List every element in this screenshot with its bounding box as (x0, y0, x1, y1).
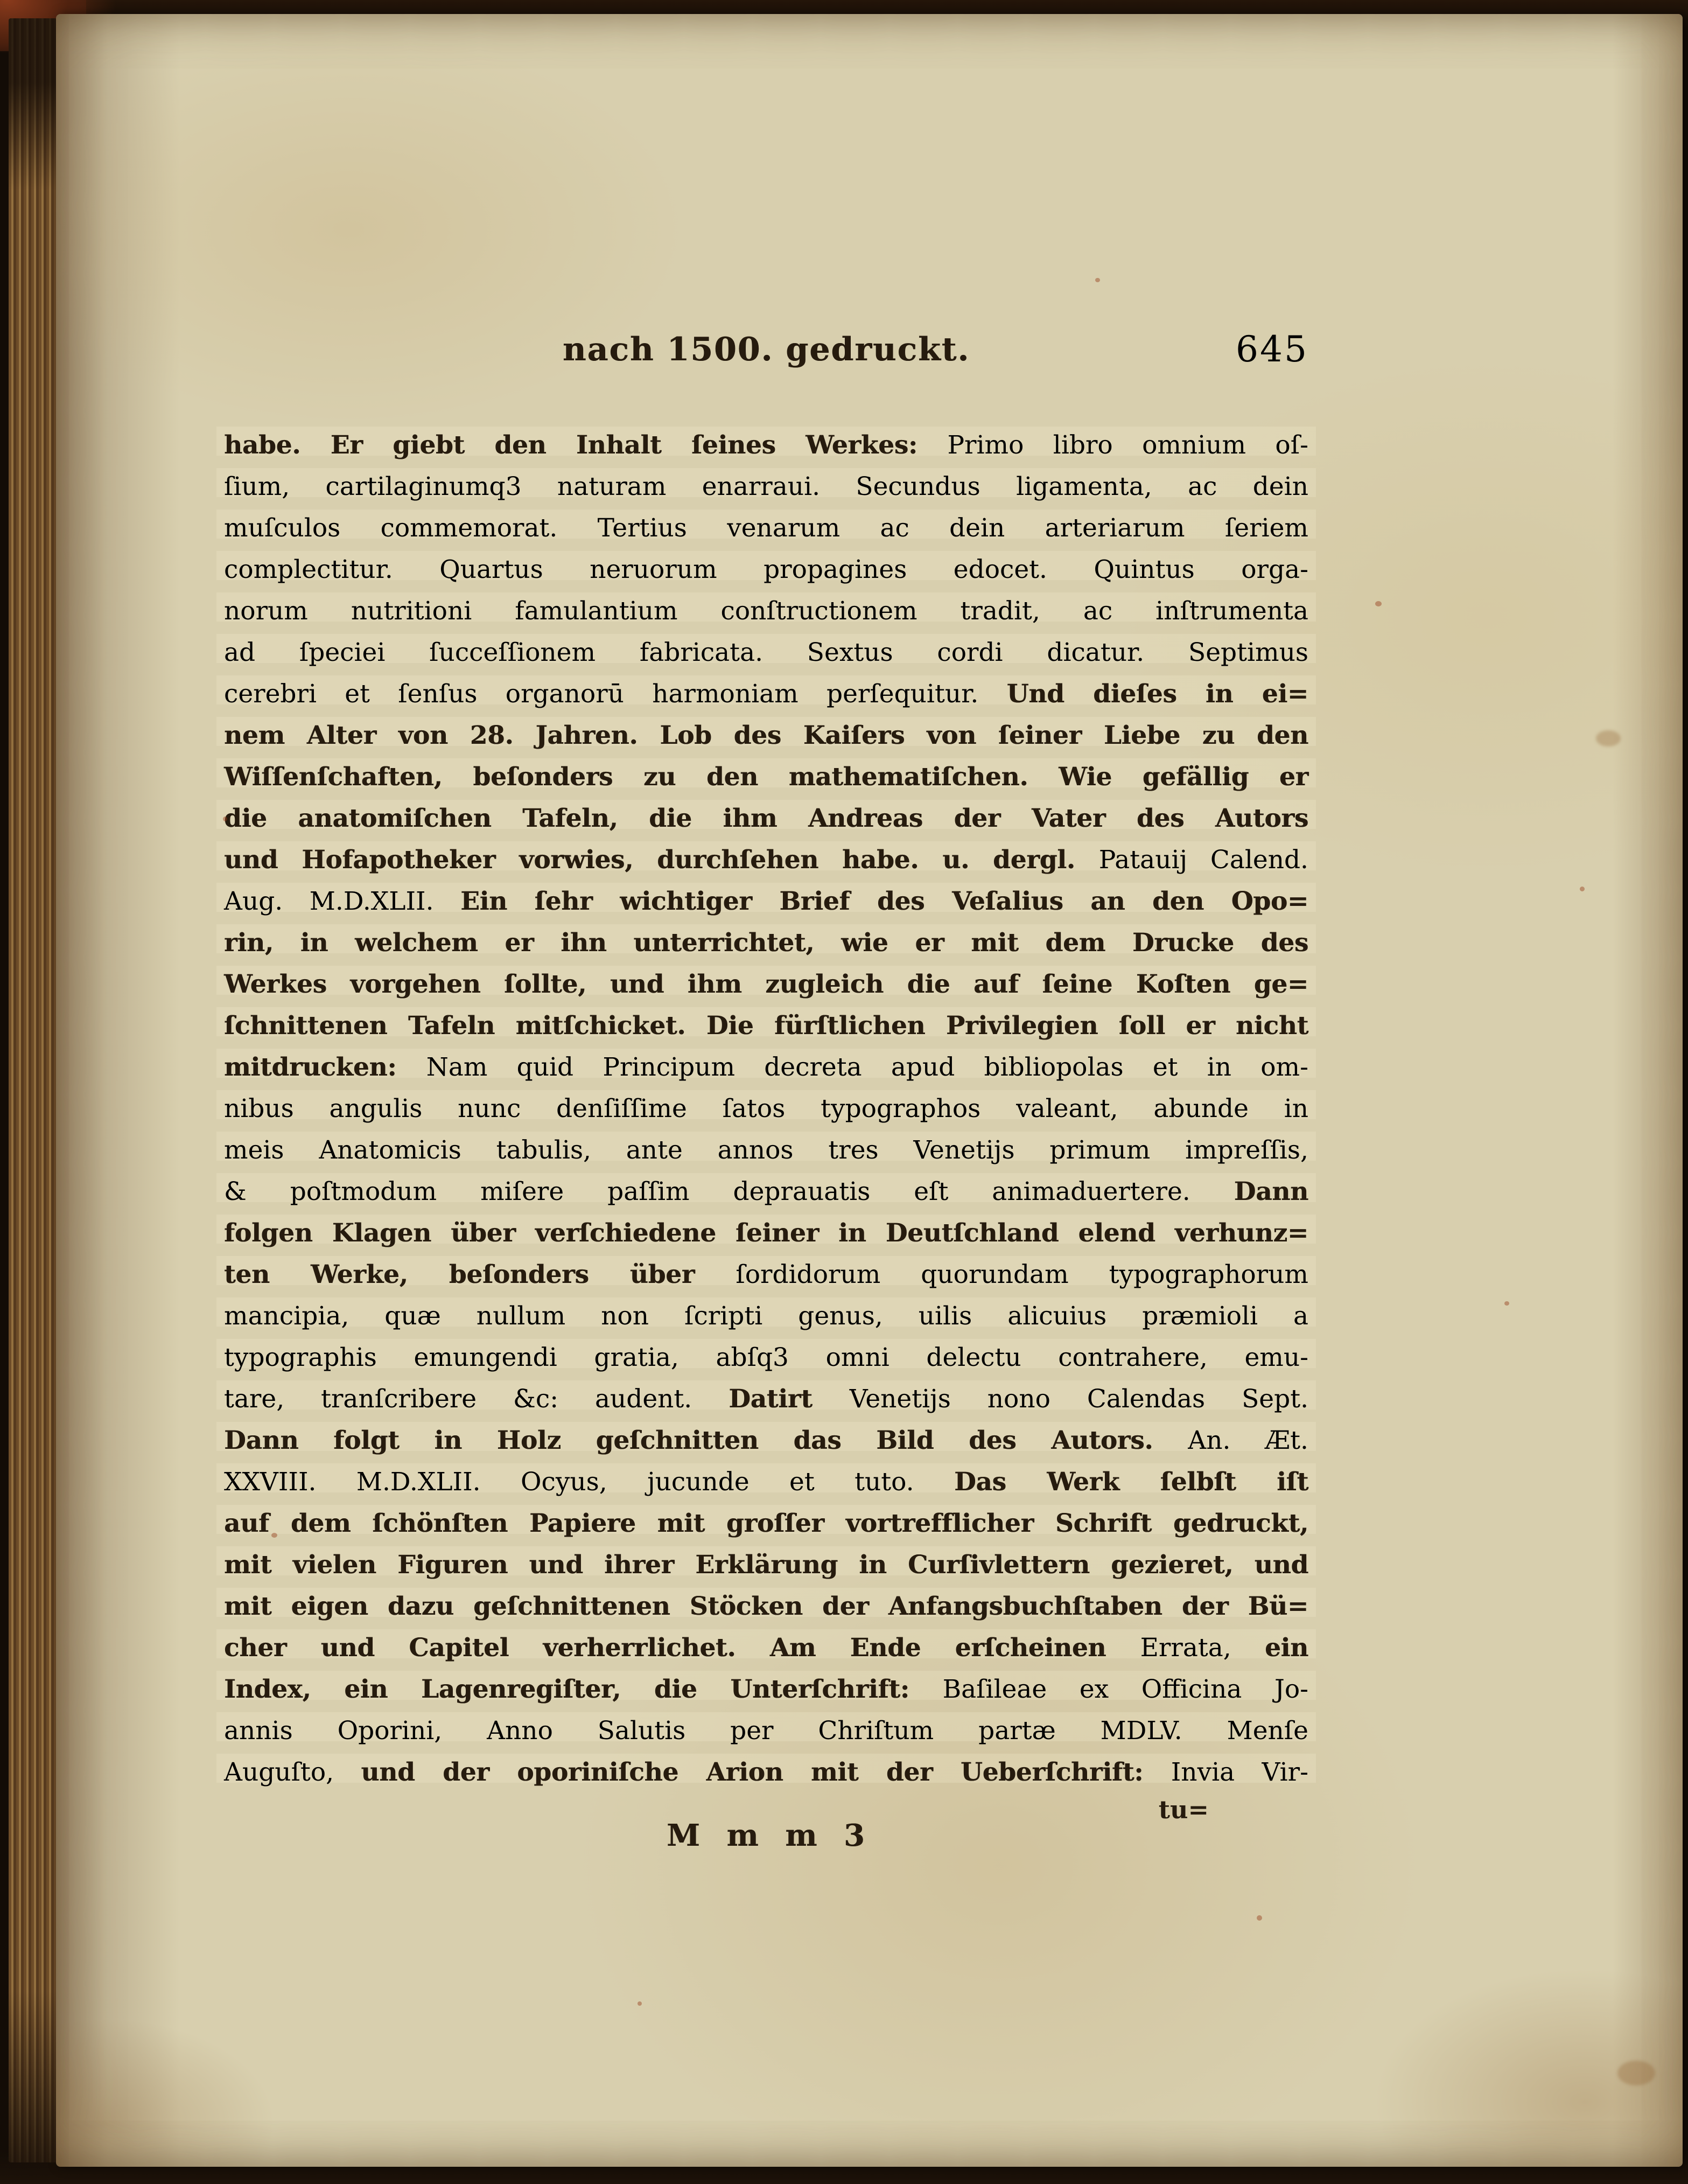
foxing-spot (271, 1533, 277, 1538)
fraktur-text: Und dieſes in ei= (1006, 679, 1308, 709)
text-line (224, 549, 1308, 590)
page-number: 645 (1236, 329, 1308, 370)
antiqua-text: Primo libro omnium oſ- (947, 430, 1309, 460)
antiqua-text: tare, tranſcribere &c: audent. (224, 1384, 729, 1414)
fraktur-text: mit eigen dazu geſchnittenen Stöcken der Anfangsbuchſtaben der Bü= (224, 1592, 1308, 1621)
text-line (224, 1005, 1308, 1046)
fraktur-text: Dann (1234, 1177, 1308, 1206)
text-line (224, 1337, 1308, 1378)
fraktur-text: und Hofapotheker vorwies, durchſehen habe. u. dergl. (224, 845, 1099, 875)
antiqua-text: An. Æt. (1188, 1426, 1308, 1455)
text-line (224, 1544, 1308, 1586)
fraktur-text: auf dem ſchönſten Papiere mit groſſer vortrefflicher Schrift gedruckt, (224, 1509, 1308, 1538)
fraktur-text: Datirt (729, 1384, 850, 1414)
foxing-spot (1375, 601, 1382, 606)
text-line (224, 1586, 1308, 1627)
page-footer (224, 1793, 1308, 1890)
text-line (224, 1627, 1308, 1669)
text-line (224, 424, 1308, 466)
fraktur-text: cher und Capitel verherrlichet. Am Ende erſcheinen (224, 1633, 1140, 1663)
antiqua-text: Auguſto, (224, 1757, 361, 1787)
text-line (224, 507, 1308, 549)
page-content (224, 14, 1308, 1890)
text-line (224, 756, 1308, 798)
antiqua-text: norum nutritioni famulantium conſtructionem tradit, ac inſtrumenta (224, 596, 1308, 626)
text-line (224, 1171, 1308, 1212)
text-line (224, 673, 1308, 715)
fraktur-text: Dann folgt in Holz geſchnitten das Bild des Autors. (224, 1426, 1188, 1455)
text-line (224, 590, 1308, 632)
foxing-spot (1580, 887, 1585, 891)
text-line (224, 922, 1308, 964)
antiqua-text: XXVIII. M.D.XLII. Ocyus, jucunde et tuto. (224, 1467, 954, 1497)
fraktur-text: Werkes vorgehen ſollte, und ihm zugleich die auf ſeine Koſten ge= (224, 969, 1308, 999)
antiqua-text: ſordidorum quorundam typographorum (736, 1260, 1308, 1289)
antiqua-text: Invia Vir- (1171, 1757, 1308, 1787)
text-line (224, 1212, 1308, 1254)
text-line (224, 964, 1308, 1005)
text-line (224, 1254, 1308, 1295)
antiqua-text: complectitur. Quartus neruorum propagines edocet. Quintus orga- (224, 555, 1308, 584)
antiqua-text: meis Anatomicis tabulis, ante annos tres Venetijs primum impreſſis, (224, 1135, 1308, 1165)
antiqua-text: ſium, cartilaginumq3 naturam enarraui. Secundus ligamenta, ac dein (224, 472, 1308, 501)
fraktur-text: mitdrucken: (224, 1052, 426, 1082)
fraktur-text: ſchnittenen Tafeln mitſchicket. Die fürſtlichen Privilegien ſoll er nicht (224, 1011, 1308, 1041)
catchword: tu= (1158, 1795, 1209, 1824)
antiqua-text: annis Oporini, Anno Salutis per Chriſtum partæ MDLV. Menſe (224, 1716, 1308, 1746)
fraktur-text: rin, in welchem er ihn unterrichtet, wie er mit dem Drucke des (224, 928, 1308, 958)
foxing-spot (223, 817, 227, 821)
text-line (224, 1752, 1308, 1793)
fraktur-text: habe. Er giebt den Inhalt ſeines Werkes: (224, 430, 948, 460)
text-line (224, 1088, 1308, 1129)
text-line (224, 1710, 1308, 1752)
text-line (224, 1295, 1308, 1337)
antiqua-text: Errata, (1140, 1633, 1265, 1663)
text-line (224, 1669, 1308, 1710)
text-line (224, 1461, 1308, 1503)
antiqua-text: Baſileae ex Officina Jo- (942, 1674, 1308, 1704)
foxing-spot (1095, 278, 1100, 282)
running-head: nach 1500. gedruckt. (562, 331, 970, 368)
fraktur-text: nem Alter von 28. Jahren. Lob des Kaiſers von ſeiner Liebe zu den (224, 721, 1308, 750)
fraktur-text: und der oporiniſche Arion mit der Ueberſchrift: (361, 1757, 1171, 1787)
antiqua-text: Nam quid Principum decreta apud bibliopolas et in om- (426, 1052, 1308, 1082)
fraktur-text: ten Werke, beſonders über (224, 1260, 736, 1289)
text-line (224, 1420, 1308, 1461)
text-line (224, 881, 1308, 922)
fraktur-text: Das Werk ſelbſt iſt (954, 1467, 1308, 1497)
antiqua-text: nibus angulis nunc denſiſſime ſatos typographos valeant, abunde in (224, 1094, 1308, 1124)
foxing-spot (1504, 1301, 1509, 1306)
fraktur-text: folgen Klagen über verſchiedene ſeiner in Deutſchland elend verhunz= (224, 1218, 1308, 1248)
age-stain (1596, 730, 1621, 746)
antiqua-text: ad ſpeciei ſucceſſionem fabricata. Sextus cordi dicatur. Septimus (224, 638, 1308, 667)
antiqua-text: Aug. M.D.XLII. (224, 887, 461, 916)
text-line (224, 715, 1308, 756)
antiqua-text: typographis emungendi gratia, abſq3 omni delectu contrahere, emu- (224, 1343, 1308, 1372)
antiqua-text: Patauij Calend. (1098, 845, 1308, 875)
page-header (224, 331, 1308, 382)
fraktur-text: Wiſſenſchaften, beſonders zu den mathematiſchen. Wie gefällig er (224, 762, 1308, 792)
text-line (224, 1046, 1308, 1088)
text-line (224, 1378, 1308, 1420)
book-page (56, 14, 1683, 2167)
text-line (224, 798, 1308, 839)
antiqua-text: muſculos commemorat. Tertius venarum ac dein arteriarum ſeriem (224, 513, 1308, 543)
foxing-spot (1257, 1915, 1262, 1921)
antiqua-text: Venetijs nono Calendas Sept. (849, 1384, 1309, 1414)
page-fore-edges (9, 18, 57, 2162)
text-line (224, 466, 1308, 507)
foxing-spot (638, 2001, 642, 2006)
antiqua-text: cerebri et ſenſus organorū harmoniam perſequitur. (224, 679, 1007, 709)
age-stain (1617, 2061, 1655, 2085)
fraktur-text: mit vielen Figuren und ihrer Erklärung in Curſivlettern gezieret, und (224, 1550, 1308, 1580)
text-line (224, 632, 1308, 673)
text-line (224, 1129, 1308, 1171)
fraktur-text: ein (1264, 1633, 1308, 1663)
text-line (224, 1503, 1308, 1544)
fraktur-text: Index, ein Lagenregiſter, die Unterſchrift: (224, 1674, 943, 1704)
antiqua-text: mancipia, quæ nullum non ſcripti genus, uilis alicuius præmioli a (224, 1301, 1308, 1331)
fraktur-text: die anatomiſchen Tafeln, die ihm Andreas der Vater des Autors (224, 804, 1308, 833)
signature-mark: M m m 3 (667, 1818, 866, 1853)
text-body (224, 424, 1308, 1793)
antiqua-text: & poſtmodum miſere paſſim deprauatis eſt animaduertere. (224, 1177, 1234, 1206)
text-line (224, 839, 1308, 881)
fraktur-text: Ein ſehr wichtiger Brief des Veſalius an den Opo= (460, 887, 1308, 916)
